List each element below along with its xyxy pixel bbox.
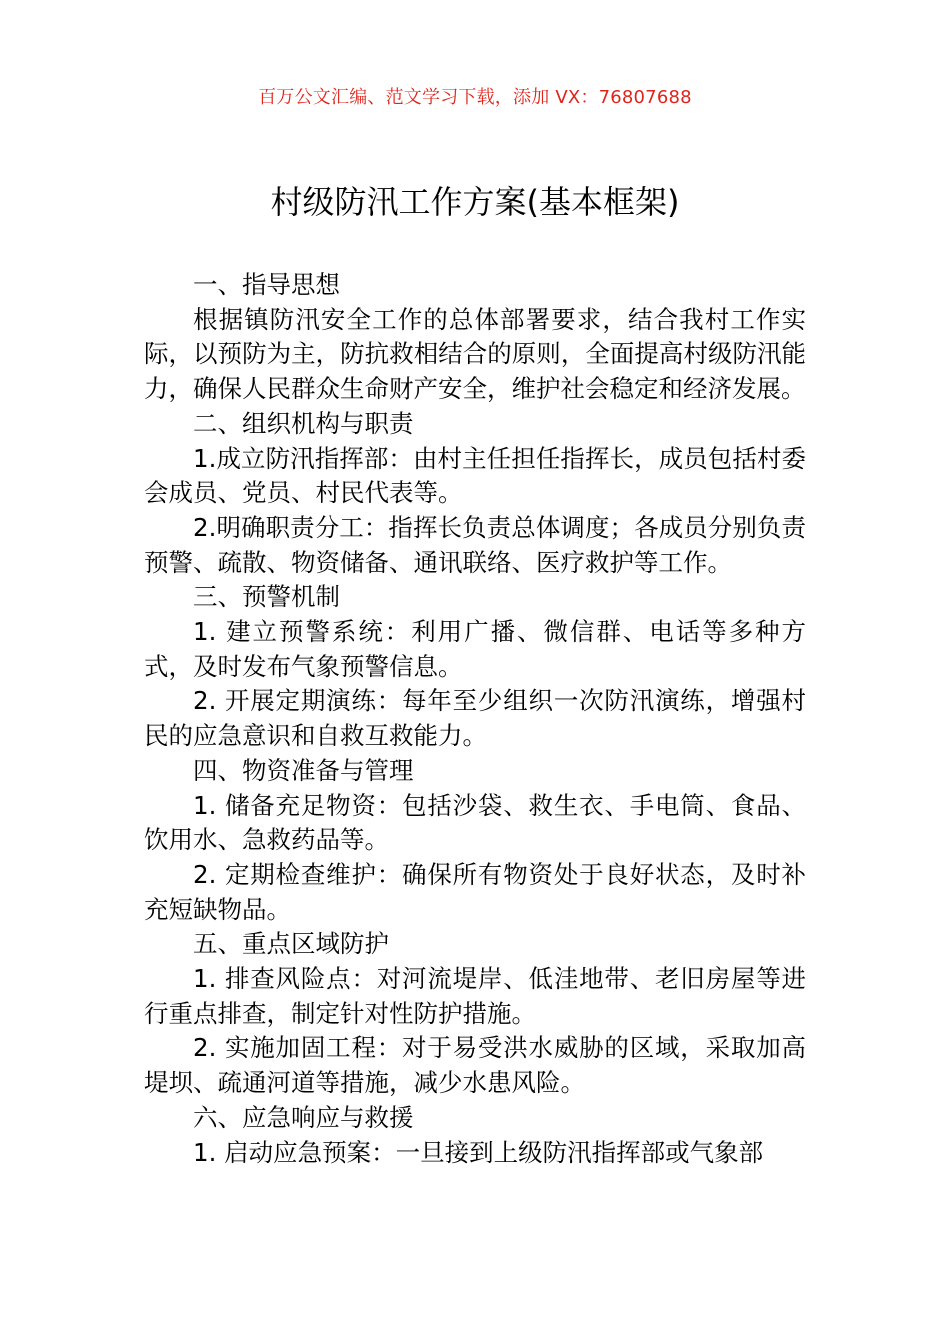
- paragraph-emergency-1: 1. 启动应急预案：一旦接到上级防汛指挥部或气象部: [193, 1137, 764, 1167]
- paragraph-key-areas-1: 1. 排查风险点：对河流堤岸、低洼地带、老旧房屋等进行重点排查，制定针对性防护措施。: [144, 964, 806, 1028]
- paragraph-organization-2: 2.明确职责分工：指挥长负责总体调度；各成员分别负责预警、疏散、物资储备、通讯联络、医疗救护等工作。: [144, 512, 806, 577]
- paragraph-supplies-1: 1. 储备充足物资：包括沙袋、救生衣、手电筒、食品、饮用水、急救药品等。: [144, 790, 806, 855]
- watermark-header: 百万公文汇编、范文学习下载，添加 VX：76807688: [258, 87, 692, 108]
- paragraph-guiding-ideology: 根据镇防汛安全工作的总体部署要求，结合我村工作实际，以预防为主，防抗救相结合的原则，全面提高村级防汛能力，确保人民群众生命财产安全，维护社会稳定和经济发展。: [144, 304, 806, 404]
- paragraph-supplies-2: 2. 定期检查维护：确保所有物资处于良好状态，及时补充短缺物品。: [144, 859, 806, 924]
- section-heading-warning: 三、预警机制: [193, 582, 340, 612]
- section-heading-key-areas: 五、重点区域防护: [193, 929, 389, 959]
- document-body: [144, 268, 806, 1170]
- section-heading-supplies: 四、物资准备与管理: [193, 755, 414, 785]
- section-heading-organization: 二、组织机构与职责: [193, 408, 414, 438]
- paragraph-key-areas-2: 2. 实施加固工程：对于易受洪水威胁的区域，采取加高堤坝、疏通河道等措施，减少水患风险。: [144, 1033, 806, 1098]
- section-heading-guiding-ideology: 一、指导思想: [193, 270, 340, 299]
- section-heading-emergency: 六、应急响应与救援: [193, 1102, 414, 1132]
- document-title: 村级防汛工作方案(基本框架): [270, 183, 680, 221]
- paragraph-warning-1: 1. 建立预警系统：利用广播、微信群、电话等多种方式，及时发布气象预警信息。: [144, 617, 806, 681]
- paragraph-warning-2: 2. 开展定期演练：每年至少组织一次防汛演练，增强村民的应急意识和自救互救能力。: [144, 686, 806, 751]
- paragraph-organization-1: 1.成立防汛指挥部：由村主任担任指挥长，成员包括村委会成员、党员、村民代表等。: [144, 443, 806, 508]
